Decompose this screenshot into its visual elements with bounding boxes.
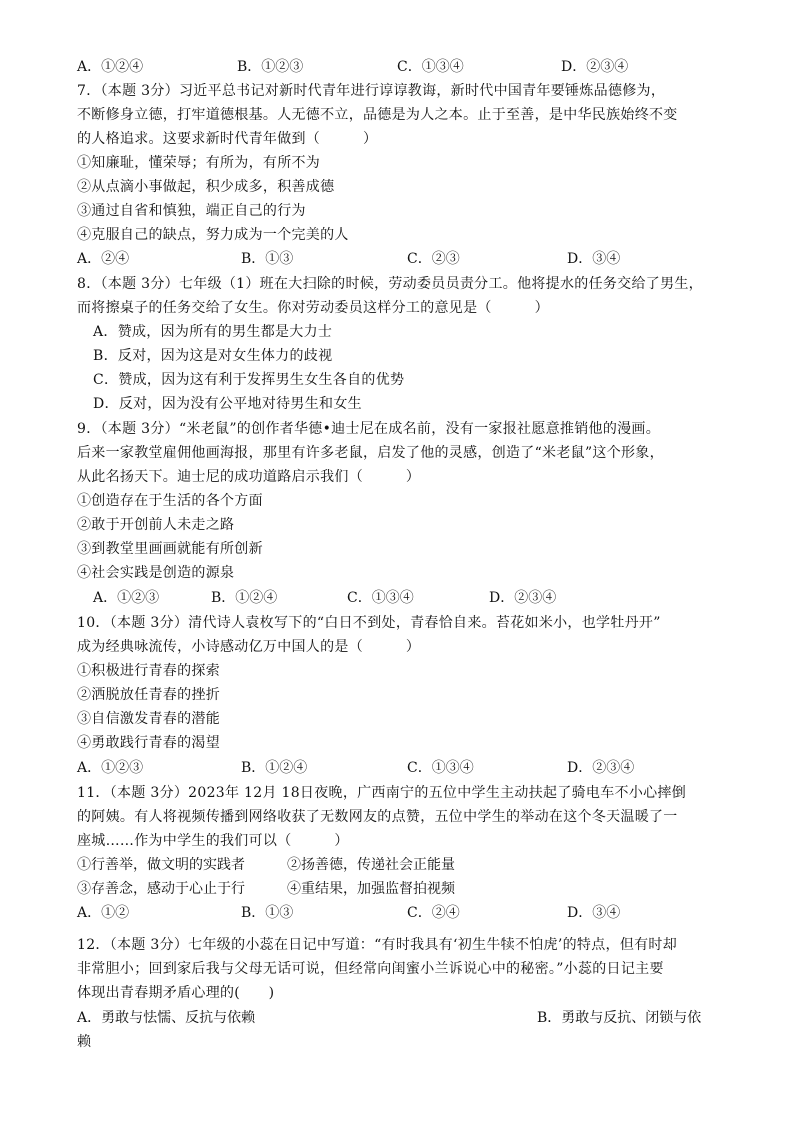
q6-option-d: D．②③④ — [561, 59, 629, 75]
q9-options — [93, 586, 733, 610]
q10-options — [77, 756, 717, 780]
q8-stem-line: 8．（本题 3分）七年级（1）班在大扫除的时候，劳动委员员责分工。他将提水的任务交给了男生， — [77, 276, 703, 292]
q6-option-c: C．①③④ — [397, 59, 464, 75]
q9-item: ③到教堂里画画就能有所创新 — [77, 541, 263, 557]
q10-item: ②洒脱放任青春的挫折 — [77, 687, 220, 703]
q10-stem-line: 10．（本题 3分）清代诗人袁枚写下的“白日不到处，青春恰自来。苔花如米小，也学牡丹开” — [77, 615, 661, 631]
q12-stem-line: 非常胆小；回到家后我与父母无话可说，但经常向闺蜜小兰诉说心中的秘密。”小蕊的日记主要 — [77, 961, 664, 977]
q9-item: ④社会实践是创造的源泉 — [77, 565, 235, 581]
q8-stem-line: 而将擦桌子的任务交给了女生。你对劳动委员这样分工的意见是（ ） — [77, 300, 549, 316]
q11-option-b: B．①③ — [241, 905, 294, 921]
q12-option-b-continued: 赖 — [77, 1034, 92, 1050]
q10-option-a: A．①②③ — [77, 760, 144, 776]
q8-option-b: B．反对，因为这是对女生体力的歧视 — [93, 348, 333, 364]
q6-options — [77, 55, 717, 79]
q6-option-b: B．①②③ — [237, 59, 304, 75]
q9-stem-line: 从此名扬天下。迪士尼的成功道路启示我们（ ） — [77, 469, 421, 485]
q9-option-a: A．①②③ — [93, 590, 160, 606]
q7-item: ①知廉耻，懂荣辱；有所为，有所不为 — [77, 155, 321, 171]
q7-option-d: D．③④ — [567, 251, 621, 267]
q11-option-d: D．③④ — [567, 905, 621, 921]
q7-item: ④克服自己的缺点，努力成为一个完美的人 — [77, 227, 349, 243]
q11-stem-line: 的阿姨。有人将视频传播到网络收获了无数网友的点赞，五位中学生的举动在这个冬天温暖了一 — [77, 809, 678, 825]
q7-stem-line: 的人格追求。这要求新时代青年做到（ ） — [77, 131, 378, 147]
q12-option-a: A．勇敢与怯懦、反抗与依赖 — [77, 1010, 256, 1026]
q11-option-c: C．②④ — [407, 905, 460, 921]
q9-option-b: B．①②④ — [211, 590, 278, 606]
q11-stem-line: 座城……作为中学生的我们可以（ ） — [77, 833, 349, 849]
q9-option-c: C．①③④ — [347, 590, 414, 606]
q11-option-a: A．①② — [77, 905, 130, 921]
q11-item: ③存善念，感动于心止于行 — [77, 881, 245, 897]
q11-items-row — [77, 853, 717, 877]
q12-stem-line: 12．（本题 3分）七年级的小蕊在日记中写道：“有时我具有‘初生牛犊不怕虎’的特点，但有时却 — [77, 937, 678, 953]
q6-option-a: A．①②④ — [77, 59, 144, 75]
q12-options — [77, 1006, 717, 1030]
q8-option-a: A．赞成，因为所有的男生都是大力士 — [93, 324, 333, 340]
q9-option-d: D．②③④ — [489, 590, 557, 606]
q7-option-c: C．②③ — [407, 251, 460, 267]
q12-option-b: B．勇敢与反抗、闭锁与依 — [537, 1010, 702, 1026]
q7-options — [77, 247, 717, 271]
q10-item: ③自信激发青春的潜能 — [77, 711, 220, 727]
q11-items-row — [77, 877, 717, 901]
q10-item: ①积极进行青春的探索 — [77, 663, 220, 679]
q7-option-a: A．②④ — [77, 251, 130, 267]
q11-item: ①行善举，做文明的实践者 — [77, 857, 245, 873]
q10-item: ④勇敢践行青春的渴望 — [77, 735, 220, 751]
q9-item: ①创造存在于生活的各个方面 — [77, 493, 263, 509]
q11-stem-line: 11．（本题 3分）2023年 12月 18日夜晚，广西南宁的五位中学生主动扶起了骑电车不小心摔倒 — [77, 785, 687, 801]
q11-item: ④重结果，加强监督拍视频 — [287, 881, 455, 897]
q11-item: ②扬善德，传递社会正能量 — [287, 857, 455, 873]
q10-stem-line: 成为经典咏流传，小诗感动亿万中国人的是（ ） — [77, 639, 421, 655]
q12-stem-line: 体现出青春期矛盾心理的( ) — [77, 985, 275, 1001]
q10-option-d: D．②③④ — [567, 760, 635, 776]
q8-option-d: D．反对，因为没有公平地对待男生和女生 — [93, 396, 362, 412]
q9-stem-line: 后来一家教堂雇佣他画海报，那里有许多老鼠，启发了他的灵感，创造了“米老鼠”这个形象， — [77, 445, 664, 461]
q8-option-c: C．赞成，因为这有利于发挥男生女生各自的优势 — [93, 372, 405, 388]
q7-item: ②从点滴小事做起，积少成多，积善成德 — [77, 179, 335, 195]
q7-stem-line: 不断修身立德，打牢道德根基。人无德不立，品德是为人之本。止于至善，是中华民族始终不变 — [77, 107, 678, 123]
q7-stem-line: 7．（本题 3分）习近平总书记对新时代青年进行谆谆教诲，新时代中国青年要锤炼品德修为， — [77, 83, 666, 99]
q10-option-b: B．①②④ — [241, 760, 308, 776]
q9-stem-line: 9．（本题 3分）“米老鼠”的创作者华德•迪士尼在成名前，没有一家报社愿意推销他的漫画。 — [77, 421, 661, 437]
q7-option-b: B．①③ — [241, 251, 294, 267]
q11-options — [77, 901, 717, 925]
q10-option-c: C．①③④ — [407, 760, 474, 776]
q9-item: ②敢于开创前人未走之路 — [77, 517, 235, 533]
q7-item: ③通过自省和慎独，端正自己的行为 — [77, 203, 306, 219]
